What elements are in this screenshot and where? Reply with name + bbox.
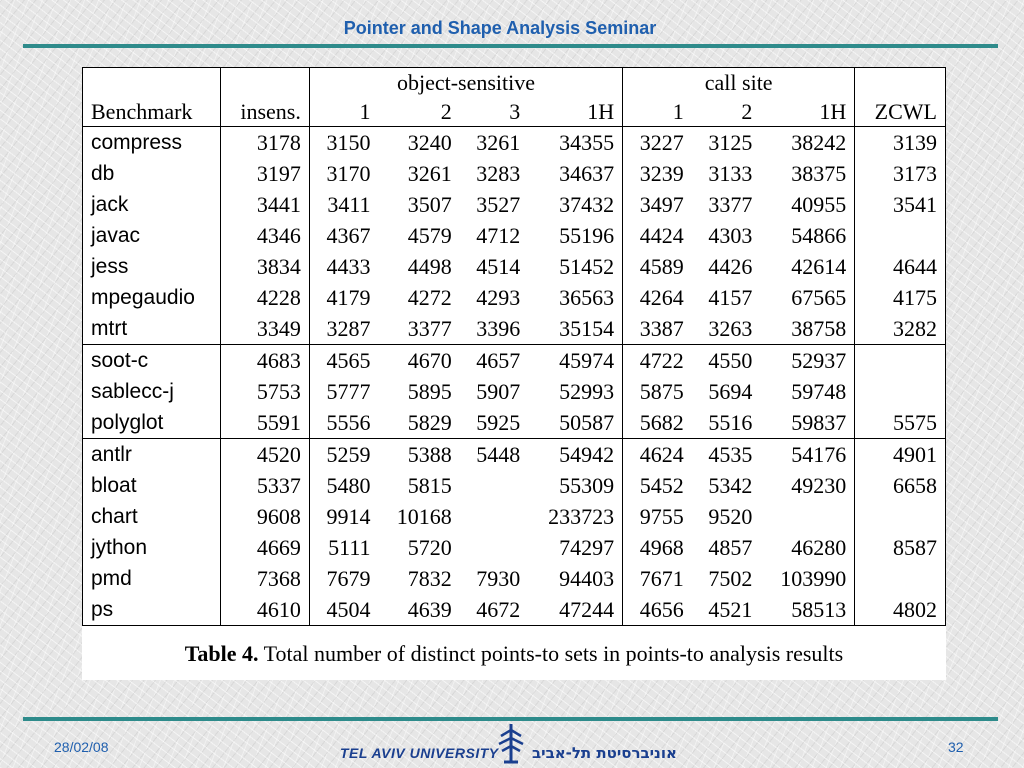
table-row xyxy=(83,439,946,471)
value-cell: 3133 xyxy=(708,161,753,186)
value-cell: 4521 xyxy=(692,594,761,626)
benchmark-name-cell: sablecc-j xyxy=(83,376,221,407)
university-logo xyxy=(336,722,716,764)
logo-hebrew-text: אוניברסיטת תל-אביב xyxy=(532,744,677,762)
benchmark-name-cell: bloat xyxy=(83,470,221,501)
value-cell: 52937 xyxy=(760,345,854,377)
value-cell: 54866 xyxy=(760,220,854,251)
header-os-2: 2 xyxy=(440,99,452,124)
value-cell: 7671 xyxy=(639,566,684,591)
value-cell: 3282 xyxy=(855,313,946,345)
value-cell: 34355 xyxy=(528,127,622,159)
value-cell: 3834 xyxy=(221,251,310,282)
value-cell: 5925 xyxy=(476,410,521,435)
value-cell xyxy=(760,501,854,532)
value-cell: 4802 xyxy=(855,594,946,626)
value-cell: 50587 xyxy=(528,407,622,439)
logo-english-text: TEL AVIV UNIVERSITY xyxy=(340,745,499,761)
value-cell: 3139 xyxy=(855,127,946,159)
value-cell xyxy=(460,470,529,501)
value-cell: 45974 xyxy=(528,345,622,377)
value-cell: 74297 xyxy=(528,532,622,563)
value-cell xyxy=(855,563,946,594)
value-cell xyxy=(855,345,946,377)
benchmark-name-cell: chart xyxy=(83,501,221,532)
value-cell: 3178 xyxy=(221,127,310,159)
value-cell: 3441 xyxy=(221,189,310,220)
value-cell: 4293 xyxy=(476,285,521,310)
value-cell: 5694 xyxy=(708,379,753,404)
table-row xyxy=(83,127,946,159)
header-insens: insens. xyxy=(221,97,310,127)
header-cs-1h: 1H xyxy=(760,97,854,127)
benchmark-name-cell: mpegaudio xyxy=(83,282,221,313)
table-row xyxy=(83,594,946,626)
table-row xyxy=(83,345,946,377)
table-row xyxy=(83,376,946,407)
value-cell: 5516 xyxy=(708,410,753,435)
value-cell: 4303 xyxy=(708,223,753,248)
value-cell: 52993 xyxy=(528,376,622,407)
value-cell: 3497 xyxy=(639,192,684,217)
benchmark-name-cell: polyglot xyxy=(83,407,221,439)
value-cell: 36563 xyxy=(528,282,622,313)
value-cell: 3263 xyxy=(708,316,753,341)
value-cell: 7368 xyxy=(221,563,310,594)
benchmark-name-cell: jython xyxy=(83,532,221,563)
value-cell: 4656 xyxy=(623,594,692,626)
value-cell: 5448 xyxy=(460,439,529,471)
table-body xyxy=(83,127,946,626)
value-cell: 5111 xyxy=(328,535,371,560)
value-cell: 4624 xyxy=(623,439,692,471)
value-cell: 4589 xyxy=(639,254,684,279)
value-cell: 47244 xyxy=(528,594,622,626)
value-cell: 55196 xyxy=(528,220,622,251)
value-cell xyxy=(460,501,529,532)
value-cell: 4520 xyxy=(221,439,310,471)
benchmark-name-cell: soot-c xyxy=(83,345,221,377)
value-cell xyxy=(855,501,946,532)
value-cell: 6658 xyxy=(855,470,946,501)
value-cell: 10168 xyxy=(396,504,452,529)
value-cell: 3541 xyxy=(855,189,946,220)
value-cell: 4367 xyxy=(326,223,371,248)
table-row xyxy=(83,220,946,251)
value-cell: 3349 xyxy=(221,313,310,345)
value-cell: 59748 xyxy=(760,376,854,407)
benchmark-name-cell: javac xyxy=(83,220,221,251)
table-column-header-row xyxy=(83,97,946,127)
value-cell: 94403 xyxy=(528,563,622,594)
top-divider xyxy=(23,44,998,48)
value-cell: 5682 xyxy=(639,410,684,435)
value-cell: 4424 xyxy=(639,223,684,248)
value-cell: 37432 xyxy=(528,189,622,220)
value-cell: 3150 xyxy=(309,127,378,159)
value-cell: 5720 xyxy=(407,535,452,560)
benchmark-name-cell: pmd xyxy=(83,563,221,594)
value-cell: 103990 xyxy=(760,563,854,594)
value-cell: 4179 xyxy=(326,285,371,310)
value-cell: 4610 xyxy=(221,594,310,626)
benchmark-name-cell: ps xyxy=(83,594,221,626)
value-cell: 3377 xyxy=(407,316,452,341)
value-cell: 3411 xyxy=(327,192,371,217)
value-cell: 5895 xyxy=(407,379,452,404)
table-row xyxy=(83,251,946,282)
value-cell: 7679 xyxy=(326,566,371,591)
value-cell: 5388 xyxy=(379,439,460,471)
university-emblem-icon xyxy=(496,722,526,764)
header-cs-1: 1 xyxy=(672,99,684,124)
value-cell: 4712 xyxy=(476,223,521,248)
value-cell: 4535 xyxy=(692,439,761,471)
value-cell xyxy=(855,220,946,251)
benchmark-name-cell: antlr xyxy=(83,439,221,471)
value-cell: 3387 xyxy=(639,316,684,341)
value-cell: 9608 xyxy=(221,501,310,532)
value-cell: 54176 xyxy=(760,439,854,471)
value-cell: 3287 xyxy=(326,316,371,341)
table-row xyxy=(83,407,946,439)
value-cell: 233723 xyxy=(528,501,622,532)
value-cell: 4683 xyxy=(221,345,310,377)
value-cell: 4157 xyxy=(708,285,753,310)
caption-label: Table 4. xyxy=(184,641,259,666)
value-cell: 3240 xyxy=(379,127,460,159)
value-cell: 3197 xyxy=(221,158,310,189)
value-cell: 3527 xyxy=(476,192,521,217)
value-cell: 7502 xyxy=(708,566,753,591)
value-cell: 59837 xyxy=(760,407,854,439)
value-cell: 5591 xyxy=(221,407,310,439)
value-cell: 4565 xyxy=(309,345,378,377)
value-cell: 3396 xyxy=(476,316,521,341)
value-cell: 42614 xyxy=(760,251,854,282)
page-number: 32 xyxy=(948,739,964,755)
value-cell: 38242 xyxy=(760,127,854,159)
value-cell: 8587 xyxy=(855,532,946,563)
table-group-header-row xyxy=(83,68,946,98)
value-cell: 51452 xyxy=(528,251,622,282)
value-cell: 4433 xyxy=(326,254,371,279)
value-cell: 3261 xyxy=(460,127,529,159)
table-row xyxy=(83,282,946,313)
value-cell: 9520 xyxy=(708,504,753,529)
table-row xyxy=(83,501,946,532)
header-empty-name xyxy=(83,68,221,98)
table-row xyxy=(83,470,946,501)
header-os-1h: 1H xyxy=(528,97,622,127)
value-cell: 46280 xyxy=(760,532,854,563)
value-cell: 3125 xyxy=(692,127,761,159)
value-cell: 9914 xyxy=(326,504,371,529)
header-os-1: 1 xyxy=(359,99,371,124)
value-cell xyxy=(855,376,946,407)
value-cell: 4550 xyxy=(692,345,761,377)
value-cell: 4672 xyxy=(460,594,529,626)
value-cell: 4504 xyxy=(309,594,378,626)
value-cell: 4670 xyxy=(379,345,460,377)
value-cell: 4264 xyxy=(639,285,684,310)
value-cell: 4644 xyxy=(855,251,946,282)
bottom-divider xyxy=(23,717,998,721)
value-cell: 4901 xyxy=(855,439,946,471)
value-cell: 7930 xyxy=(476,566,521,591)
value-cell: 4857 xyxy=(708,535,753,560)
table-caption xyxy=(82,641,946,667)
value-cell: 4639 xyxy=(379,594,460,626)
value-cell: 9755 xyxy=(639,504,684,529)
value-cell: 34637 xyxy=(528,158,622,189)
value-cell: 4722 xyxy=(623,345,692,377)
value-cell: 4579 xyxy=(407,223,452,248)
value-cell: 3507 xyxy=(407,192,452,217)
table-row xyxy=(83,563,946,594)
value-cell: 4426 xyxy=(708,254,753,279)
header-empty-insens xyxy=(221,68,310,98)
value-cell: 5480 xyxy=(326,473,371,498)
value-cell: 5777 xyxy=(326,379,371,404)
results-table xyxy=(82,67,946,626)
value-cell: 5907 xyxy=(476,379,521,404)
table-row xyxy=(83,189,946,220)
value-cell: 4657 xyxy=(460,345,529,377)
value-cell: 55309 xyxy=(528,470,622,501)
value-cell: 5342 xyxy=(708,473,753,498)
value-cell: 5452 xyxy=(639,473,684,498)
value-cell xyxy=(460,532,529,563)
value-cell: 58513 xyxy=(760,594,854,626)
value-cell: 4968 xyxy=(639,535,684,560)
value-cell: 3283 xyxy=(476,161,521,186)
value-cell: 5575 xyxy=(855,407,946,439)
value-cell: 3170 xyxy=(326,161,371,186)
value-cell: 5829 xyxy=(407,410,452,435)
value-cell: 38375 xyxy=(760,158,854,189)
table-row xyxy=(83,158,946,189)
value-cell: 4498 xyxy=(407,254,452,279)
value-cell: 5815 xyxy=(407,473,452,498)
value-cell: 4346 xyxy=(221,220,310,251)
value-cell: 5556 xyxy=(326,410,371,435)
table-row xyxy=(83,313,946,345)
slide-title: Pointer and Shape Analysis Seminar xyxy=(343,18,657,38)
value-cell: 4228 xyxy=(221,282,310,313)
value-cell: 4272 xyxy=(407,285,452,310)
benchmark-name-cell: compress xyxy=(83,127,221,159)
benchmark-name-cell: db xyxy=(83,158,221,189)
value-cell: 3377 xyxy=(708,192,753,217)
value-cell: 49230 xyxy=(760,470,854,501)
header-zcwl: ZCWL xyxy=(855,97,946,127)
footer-date: 28/02/08 xyxy=(54,739,109,755)
value-cell: 7832 xyxy=(407,566,452,591)
value-cell: 5259 xyxy=(309,439,378,471)
value-cell: 54942 xyxy=(528,439,622,471)
value-cell: 4175 xyxy=(855,282,946,313)
value-cell: 3173 xyxy=(855,158,946,189)
header-benchmark: Benchmark xyxy=(83,97,221,127)
value-cell: 4514 xyxy=(476,254,521,279)
header-empty-zcwl xyxy=(855,68,946,98)
benchmark-name-cell: jess xyxy=(83,251,221,282)
header-cs-2: 2 xyxy=(741,99,753,124)
value-cell: 40955 xyxy=(760,189,854,220)
value-cell: 3227 xyxy=(623,127,692,159)
value-cell: 3239 xyxy=(639,161,684,186)
header-call-site: call site xyxy=(623,68,855,98)
benchmark-name-cell: jack xyxy=(83,189,221,220)
table-row xyxy=(83,532,946,563)
value-cell: 4669 xyxy=(221,532,310,563)
table-panel xyxy=(82,67,946,680)
benchmark-name-cell: mtrt xyxy=(83,313,221,345)
header-os-3: 3 xyxy=(509,99,521,124)
header-object-sensitive: object-sensitive xyxy=(309,68,622,98)
value-cell: 38758 xyxy=(760,313,854,345)
value-cell: 5337 xyxy=(221,470,310,501)
caption-text: Total number of distinct points-to sets in points-to analysis results xyxy=(258,641,844,666)
value-cell: 67565 xyxy=(760,282,854,313)
value-cell: 3261 xyxy=(407,161,452,186)
value-cell: 35154 xyxy=(528,313,622,345)
value-cell: 5753 xyxy=(221,376,310,407)
value-cell: 5875 xyxy=(639,379,684,404)
